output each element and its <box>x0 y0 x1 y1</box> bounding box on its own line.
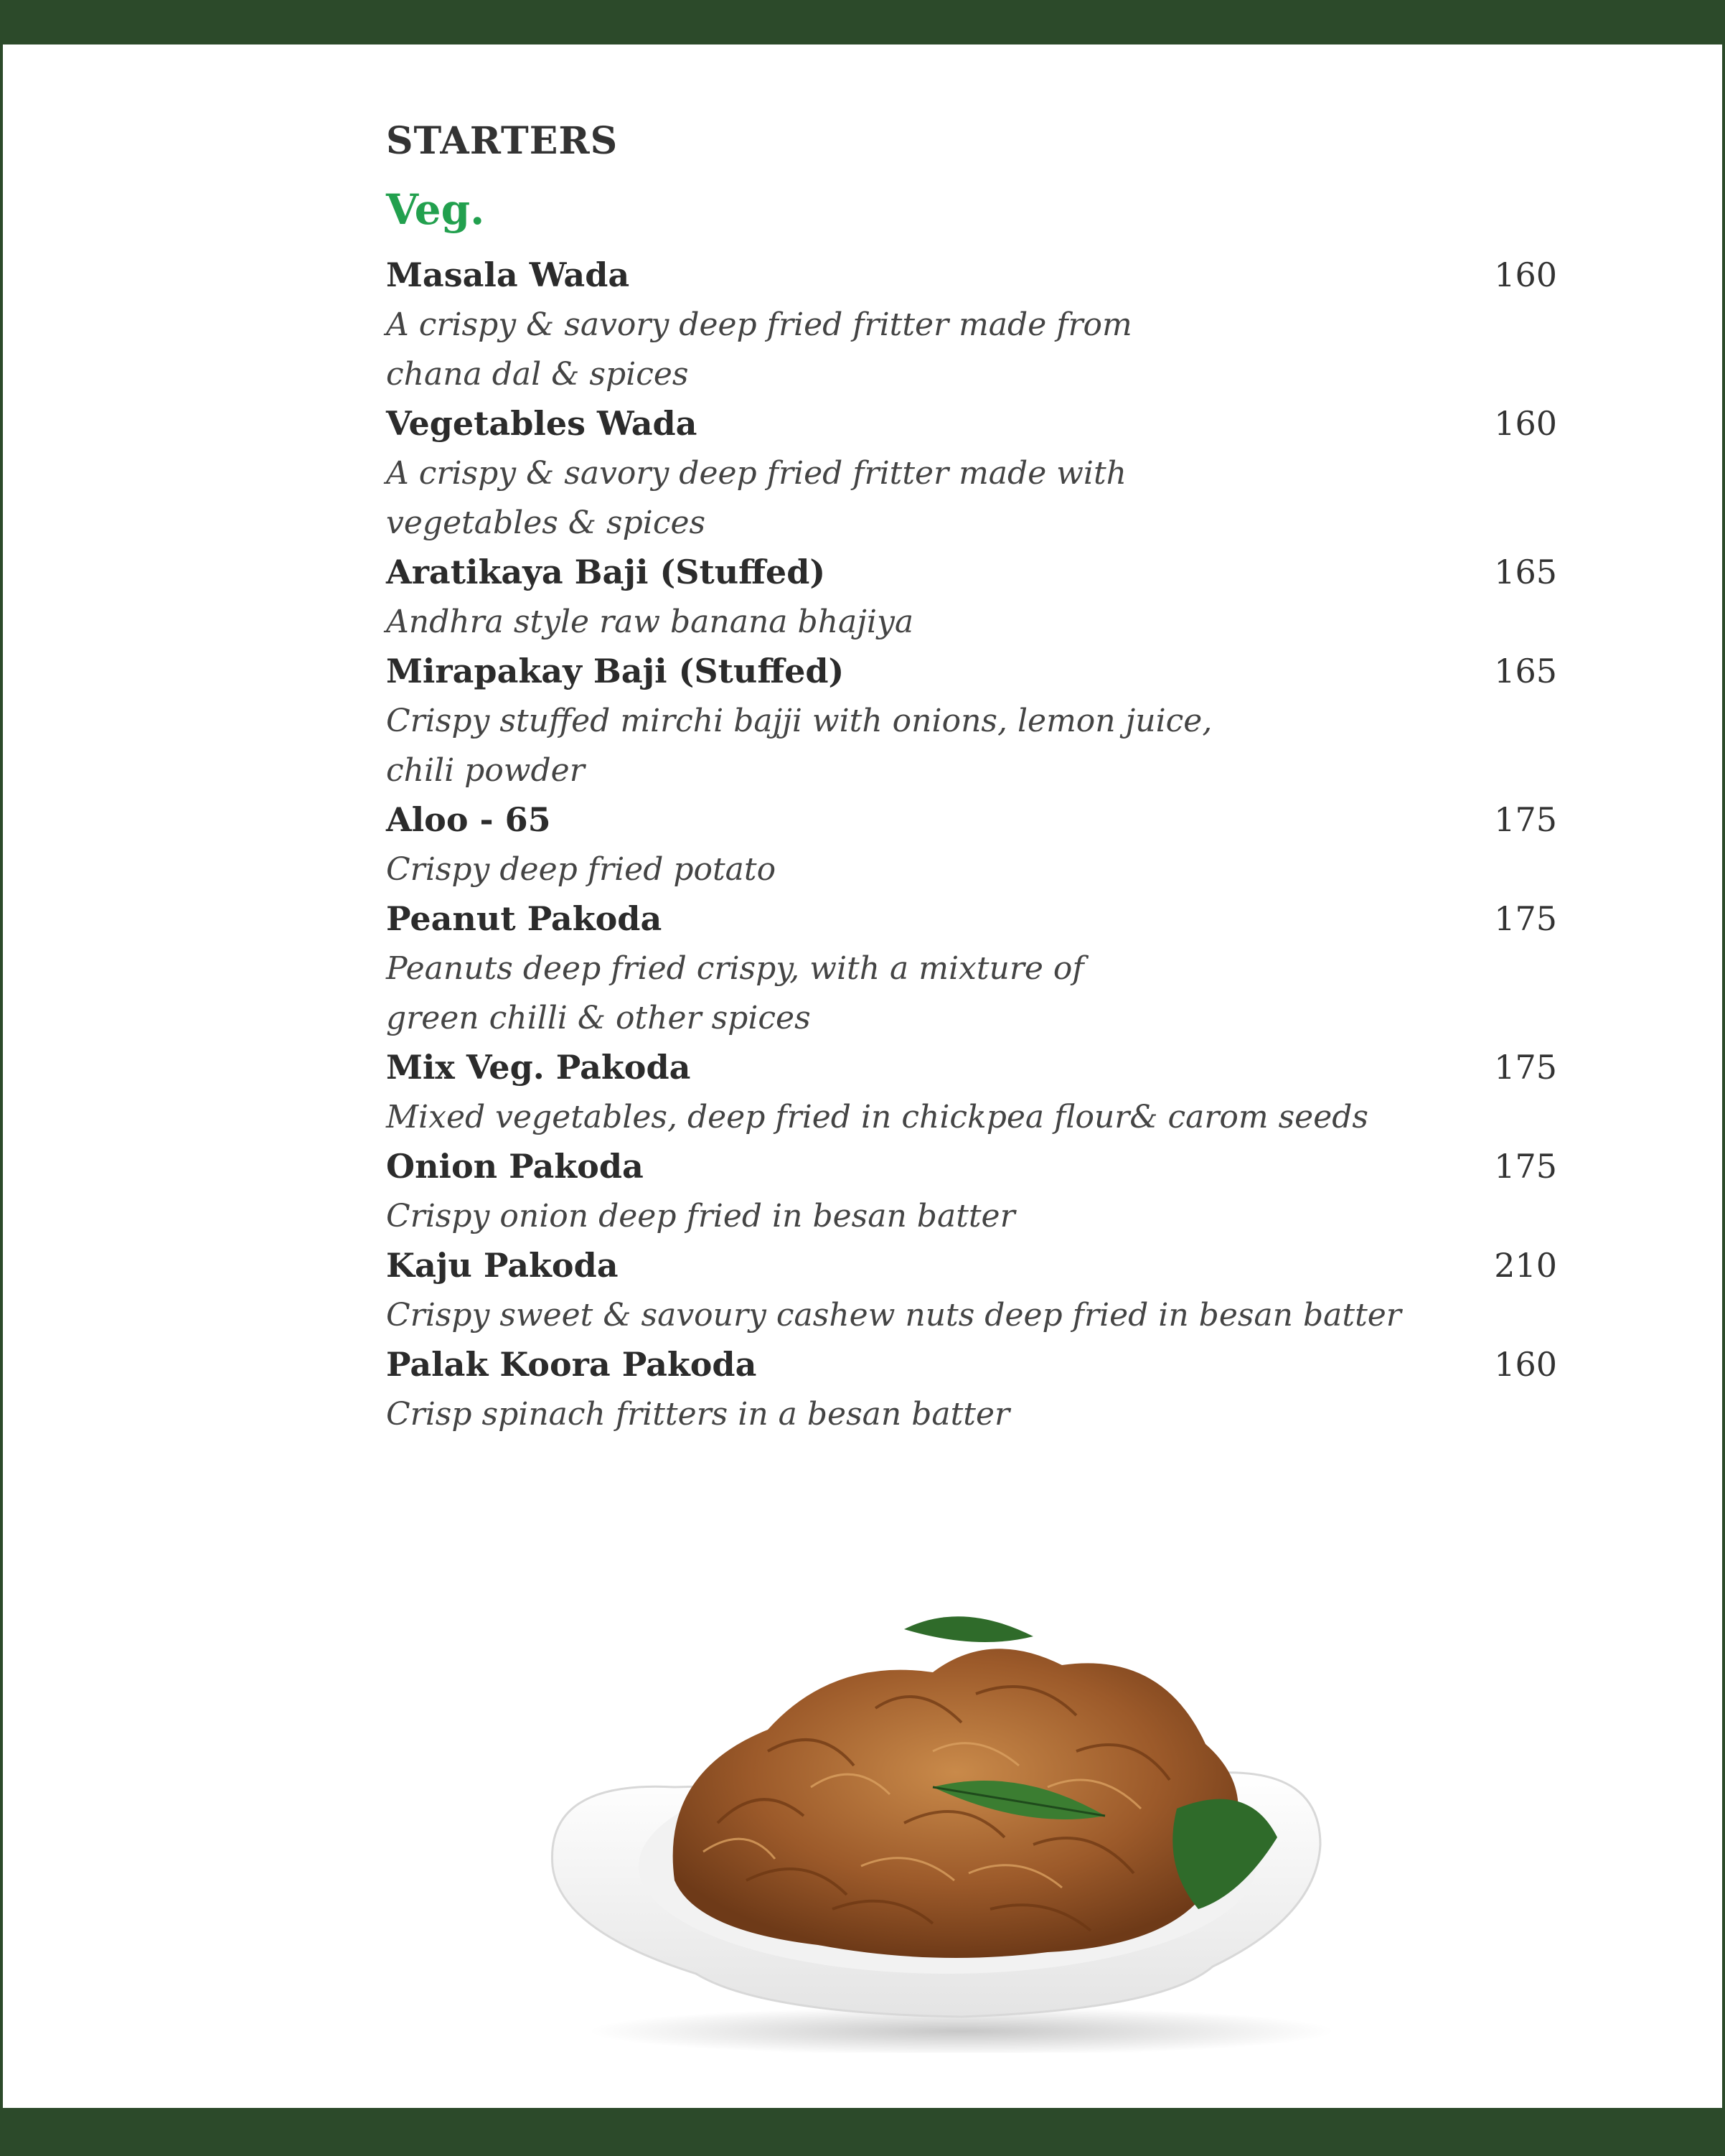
item-description: Crispy onion deep fried in besan batter <box>386 1198 1015 1234</box>
subsection-title: Veg. <box>386 185 485 234</box>
item-name: Peanut Pakoda <box>386 899 662 938</box>
item-name: Aloo - 65 <box>386 800 551 839</box>
item-price: 160 <box>1494 1345 1557 1384</box>
item-price: 175 <box>1494 899 1557 938</box>
menu-item <box>386 250 1557 399</box>
item-description: A crispy & savory deep fried fritter made from <box>386 306 1132 343</box>
item-price: 160 <box>1494 404 1557 443</box>
item-price: 210 <box>1494 1246 1557 1285</box>
item-description: Crispy deep fried potato <box>386 851 776 888</box>
item-name: Mirapakay Baji (Stuffed) <box>386 652 845 690</box>
item-description: green chilli & other spices <box>386 1000 811 1036</box>
menu-item <box>386 1142 1557 1241</box>
item-description: chili powder <box>386 752 585 789</box>
pakoda-bowl-photo <box>531 1608 1349 2053</box>
menu-item <box>386 647 1557 795</box>
menu-item <box>386 1043 1557 1142</box>
item-name: Masala Wada <box>386 256 630 294</box>
section-title: STARTERS <box>386 119 619 163</box>
item-description: chana dal & spices <box>386 356 689 393</box>
item-description: vegetables & spices <box>386 505 706 541</box>
item-description: Mixed vegetables, deep fried in chickpea flour& carom seeds <box>386 1099 1369 1135</box>
menu-item <box>386 894 1557 1043</box>
item-name: Onion Pakoda <box>386 1147 644 1186</box>
item-description: Crispy stuffed mirchi bajji with onions, lemon juice, <box>386 703 1213 739</box>
menu-item <box>386 548 1557 647</box>
item-price: 175 <box>1494 1048 1557 1087</box>
menu-list <box>386 250 1557 1439</box>
menu-item <box>386 1241 1557 1340</box>
item-description: Andhra style raw banana bhajiya <box>386 604 914 640</box>
item-name: Kaju Pakoda <box>386 1246 619 1285</box>
item-price: 165 <box>1494 652 1557 690</box>
menu-item <box>386 795 1557 894</box>
item-price: 160 <box>1494 256 1557 294</box>
item-description: Crisp spinach fritters in a besan batter <box>386 1396 1010 1433</box>
item-description: Peanuts deep fried crispy, with a mixture of <box>386 950 1084 987</box>
item-description: Crispy sweet & savoury cashew nuts deep fried in besan batter <box>386 1297 1401 1334</box>
item-name: Vegetables Wada <box>386 404 697 443</box>
item-name: Palak Koora Pakoda <box>386 1345 757 1384</box>
item-name: Aratikaya Baji (Stuffed) <box>386 553 826 591</box>
bottom-band <box>0 2108 1725 2156</box>
item-description: A crispy & savory deep fried fritter made with <box>386 455 1127 492</box>
item-price: 175 <box>1494 800 1557 839</box>
item-price: 165 <box>1494 553 1557 591</box>
top-band <box>0 0 1725 44</box>
menu-item <box>386 1340 1557 1439</box>
item-name: Mix Veg. Pakoda <box>386 1048 691 1087</box>
item-price: 175 <box>1494 1147 1557 1186</box>
menu-item <box>386 399 1557 548</box>
